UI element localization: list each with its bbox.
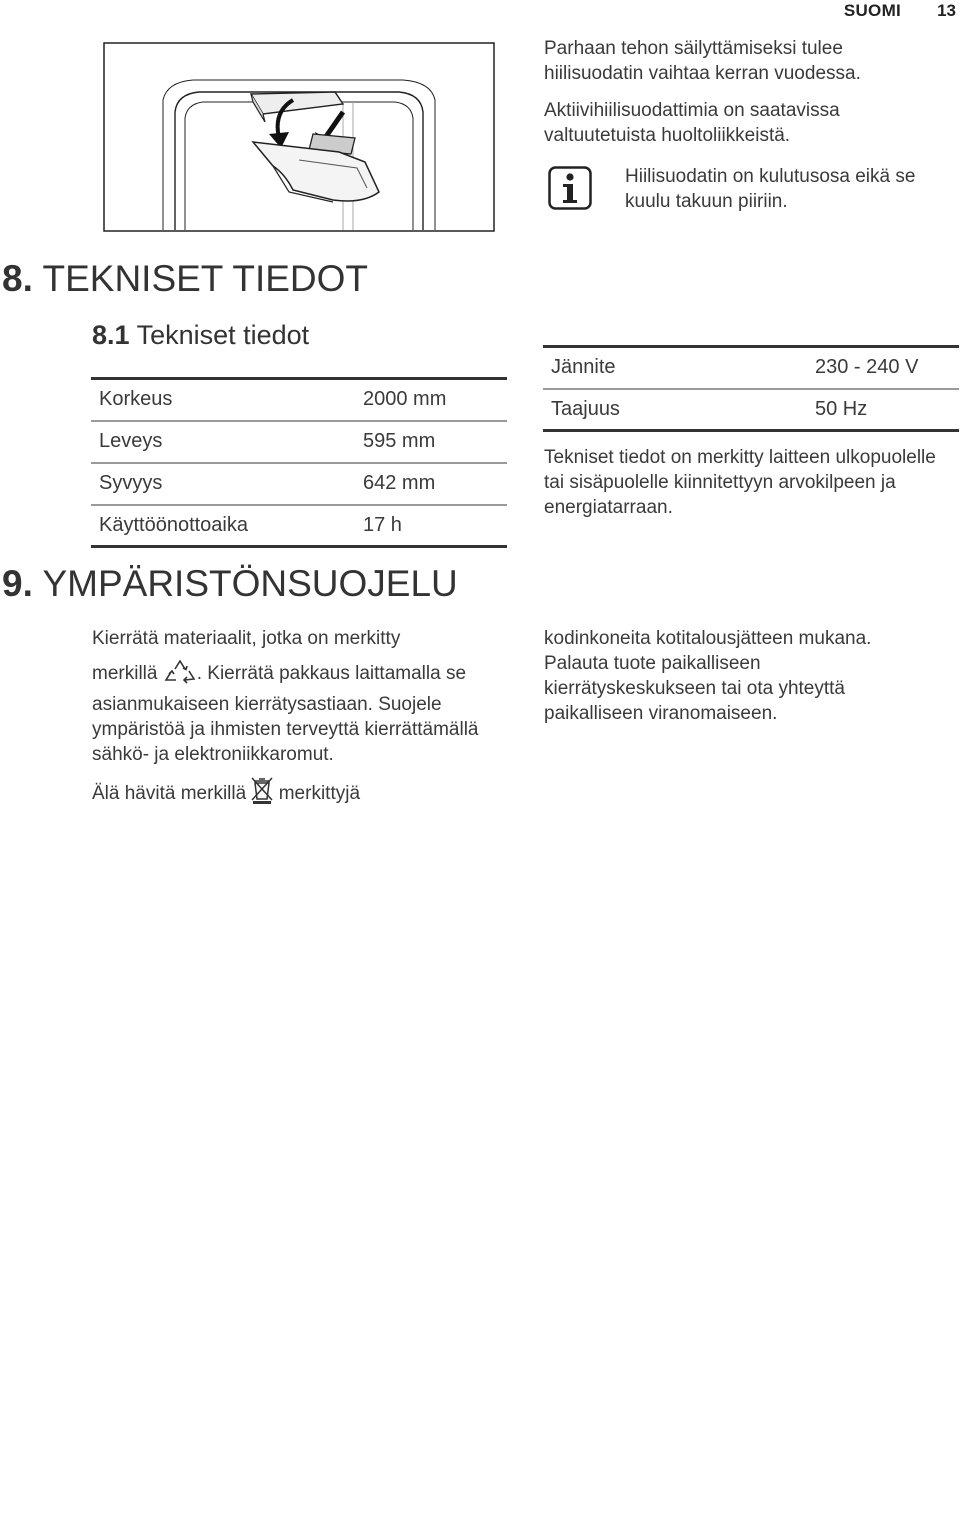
spec-value: 50 Hz [807, 389, 959, 431]
filter-replacement-text [544, 36, 924, 148]
section-9-title: YMPÄRISTÖNSUOJELU [42, 563, 458, 604]
section-8-heading [2, 258, 368, 300]
weee-line [92, 777, 512, 812]
spec-label: Korkeus [91, 379, 355, 421]
subsection-number: 8.1 [92, 320, 130, 350]
spec-label: Taajuus [543, 389, 807, 431]
page-number: 13 [937, 1, 956, 20]
environment-text-right [544, 626, 934, 726]
recycle-line-2-post: . Kierrätä pakkaus laittamalla se [196, 663, 467, 684]
recycle-paragraph: asianmukaiseen kierrätysastiaan. Suojele ympäristöä ja ihmisten terveyttä kierrättämällä sähkö- ja elektroniikkaromut. [92, 694, 479, 765]
spec-label: Jännite [543, 347, 807, 389]
table-row [91, 379, 507, 421]
spec-label: Leveys [91, 421, 355, 463]
spec-label: Käyttöönottoaika [91, 505, 355, 547]
recycle-line-2-pre: merkillä [92, 663, 158, 684]
spec-value: 595 mm [355, 421, 507, 463]
section-9-number: 9. [2, 563, 33, 604]
spec-value: 230 - 240 V [807, 347, 959, 389]
info-icon [548, 166, 592, 210]
paragraph-available-service: Aktiivihiilisuodattimia on saatavissa valtuutetuista huoltoliikkeistä. [544, 100, 840, 146]
info-note-text: Hiilisuodatin on kulutusosa eikä se kuulu takuun piiriin. [625, 166, 916, 212]
paragraph-replace-yearly: Parhaan tehon säilyttämiseksi tulee hiilisuodatin vaihtaa kerran vuodessa. [544, 38, 861, 84]
filter-illustration-icon [103, 42, 495, 232]
section-9-heading [2, 563, 458, 605]
weee-line-pre: Älä hävitä merkillä [92, 783, 247, 804]
crossed-bin-icon [251, 777, 273, 812]
section-8-number: 8. [2, 258, 33, 299]
weee-line-post: merkittyjä [278, 783, 361, 804]
environment-text-left [92, 626, 512, 812]
spec-table-electrical [543, 345, 959, 432]
carbon-filter-illustration [103, 42, 495, 232]
table-row [543, 347, 959, 389]
table-row [91, 463, 507, 505]
subsection-8-1-heading [92, 320, 309, 351]
recycle-line-2 [92, 659, 512, 692]
spec-value: 642 mm [355, 463, 507, 505]
recycle-icon [163, 659, 197, 692]
page-header [844, 0, 960, 22]
table-row [91, 505, 507, 547]
table-row [91, 421, 507, 463]
subsection-title: Tekniset tiedot [136, 320, 310, 350]
spec-table-dimensions [91, 377, 507, 548]
spec-label: Syvyys [91, 463, 355, 505]
spec-value: 17 h [355, 505, 507, 547]
header-language: SUOMI [843, 1, 902, 20]
info-note [625, 164, 925, 214]
rating-plate-text: Tekniset tiedot on merkitty laitteen ulkopuolelle tai sisäpuolelle kiinnitettyyn arvokilpeen ja energiatarraan. [544, 447, 936, 518]
table-row [543, 389, 959, 431]
spec-value: 2000 mm [355, 379, 507, 421]
recycle-line-1: Kierrätä materiaalit, jotka on merkitty [92, 628, 401, 649]
disposal-paragraph: kodinkoneita kotitalousjätteen mukana. Palauta tuote paikalliseen kierrätyskeskukseen tai ota yhteyttä paikalliseen viranomaiseen. [544, 628, 872, 724]
section-8-title: TEKNISET TIEDOT [42, 258, 369, 299]
rating-plate-note [544, 445, 944, 520]
